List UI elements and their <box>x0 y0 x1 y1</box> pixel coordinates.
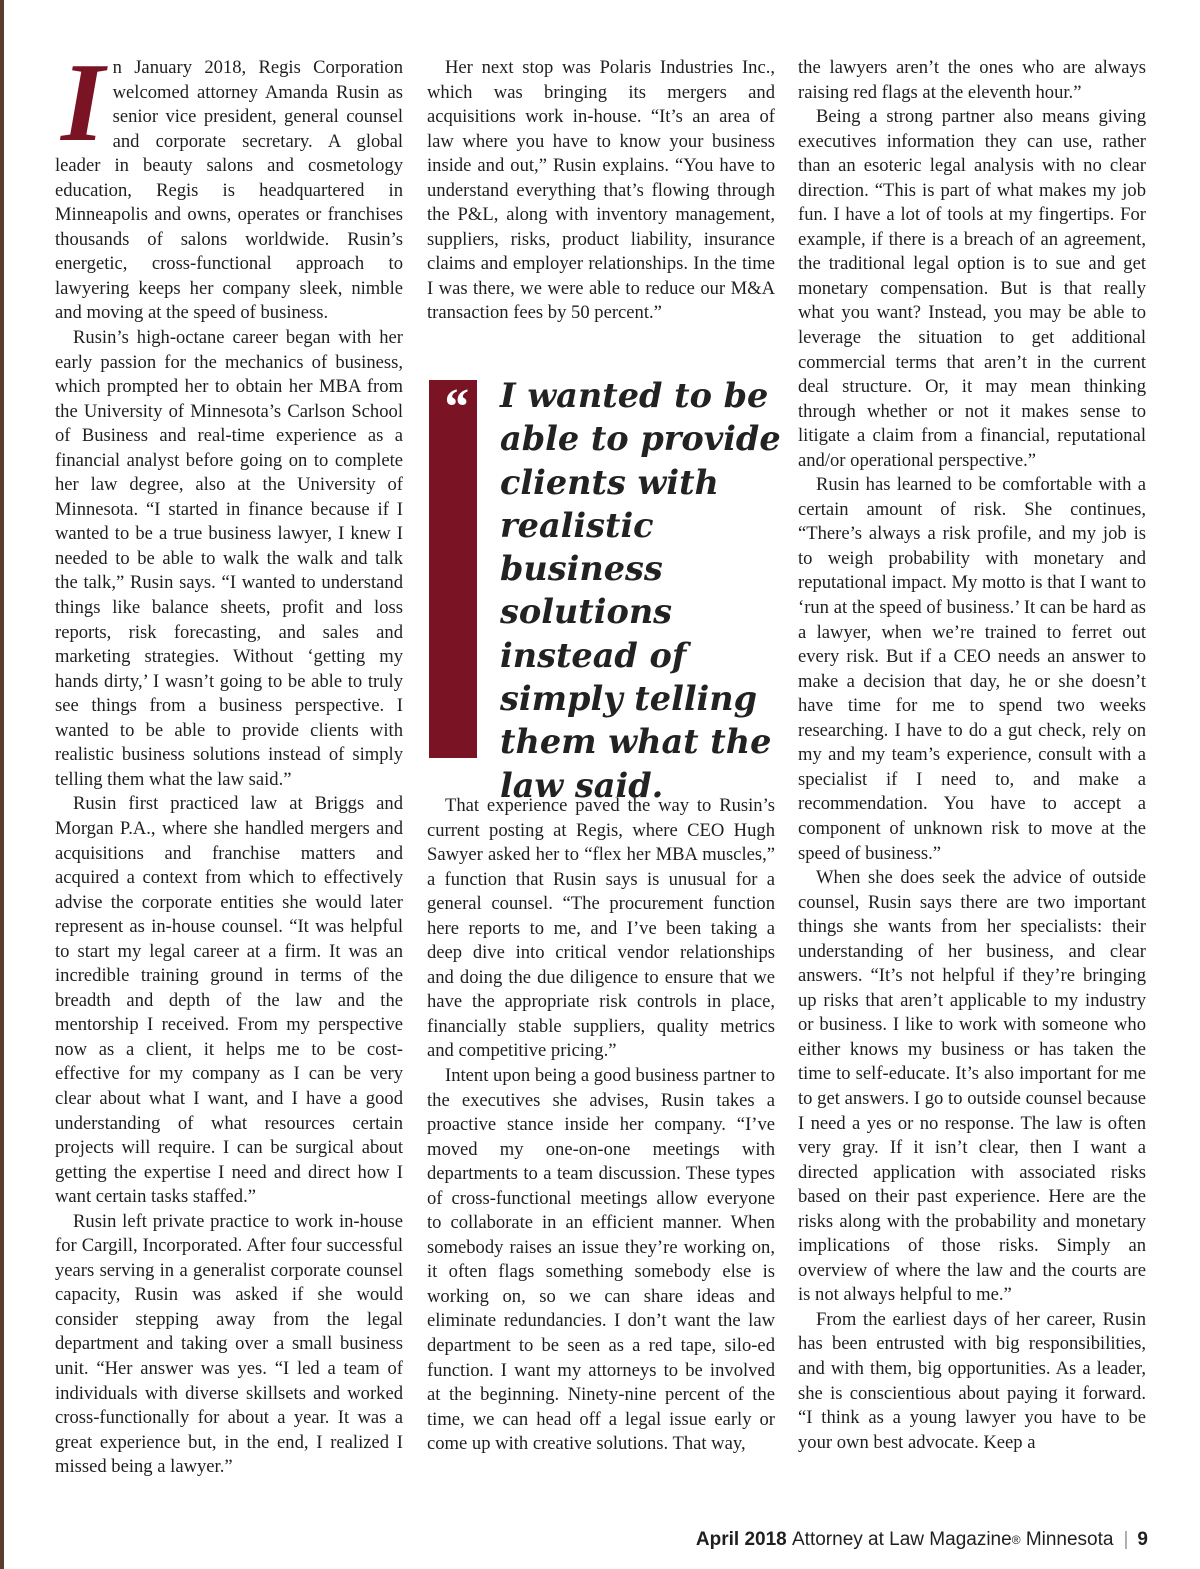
page-edge-bar <box>0 0 4 1569</box>
quote-mark-icon: “ <box>442 379 468 436</box>
article-paragraph: Rusin has learned to be comfortable with a certain amount of risk. She continues, “There’s always a risk profile, and my job is to weigh probability with monetary and reputational impact. My motto is that I want to ‘run at the speed of business.’ It can be hard as a lawyer, when we’re trained to ferret out every risk. But if a CEO needs an answer to make a decision that day, he or she doesn’t have time for me to spend two weeks researching. I have to do a gut check, rely on my and my team’s experience, consult with a specialist if I need to, and make a recommendation. You have to accept a component of unknown risk to move at the speed of business.” <box>798 474 1146 864</box>
article-paragraph: the lawyers aren’t the ones who are always raising red flags at the eleventh hour.” <box>798 57 1146 103</box>
article-paragraph: Rusin’s high-octane career began with her early passion for the mechanics of business, which prompted her to obtain her MBA from the University of Minnesota’s Carlson School of Business and real-time experience as a financial analyst before going on to complete her law degree, also at the University of Minnesota. “I started in finance because if I wanted to be a true business lawyer, I knew I needed to be able to walk the walk and talk the talk,” Rusin says. “I wanted to understand things like balance sheets, profit and loss reports, risk forecasting, and sales and marketing strategies. Without ‘getting my hands dirty,’ I wasn’t going to be able to truly see things from a business perspective. I wanted to be able to provide clients with realistic business solutions instead of simply telling them what the law said.” <box>55 327 403 790</box>
article-paragraph: Intent upon being a good business partner to the executives she advises, Rusin takes a proactive stance inside her company. “I’ve moved my one-on-one meetings with departments to a team discussion. These types of cross-functional meetings allow everyone to collaborate in an efficient manner. When somebody raises an issue they’re working on, it often flags something somebody else is working on, so we can share ideas and eliminate redundancies. I don’t want the law department to be seen as a red tape, silo-ed function. I want my attorneys to be involved at the beginning. Ninety-nine percent of the time, we can head off a legal issue early or come up with creative solutions. That way, <box>427 1065 775 1455</box>
article-paragraph: From the earliest days of her career, Rusin has been entrusted with big responsibilities, and with them, big opportunities. As a leader, she is conscientious about paying it forward. “I think as a young lawyer you have to be your own best advocate. Keep a <box>798 1308 1146 1453</box>
article-column-1 <box>55 41 403 1480</box>
pull-quote <box>427 376 787 805</box>
footer-magazine: Attorney at Law Magazine <box>792 1529 1012 1550</box>
article-paragraph <box>55 41 403 326</box>
footer-issue: April 2018 <box>695 1529 787 1550</box>
pull-quote-bar <box>429 380 477 758</box>
article-paragraph: Rusin left private practice to work in-house for Cargill, Incorporated. After four successful years serving in a generalist corporate counsel capacity, Rusin was asked if she would consider stepping away from the legal department and taking over a small business unit. “Her answer was yes. “I led a team of individuals with diverse skillsets and worked cross-functionally for about a year. It was a great experience but, in the end, I realized I missed being a lawyer.” <box>55 1210 403 1478</box>
article-column-2-top <box>427 56 775 326</box>
article-paragraph: Rusin first practiced law at Briggs and Morgan P.A., where she handled mergers and acquisitions and franchise matters and acquired a context from which to effectively advise the corporate entities she would later represent as in-house counsel. “It was helpful to start my legal career at a firm. It was an incredible training ground in terms of the breadth and depth of the law and the mentorship I received. From my perspective now as a client, it helps me to be cost-effective for my company as I can be very clear about what I want, and I have a good understanding of what resources certain projects will require. I can be surgical about getting the expertise I need and direct how I want certain tasks staffed.” <box>55 793 403 1208</box>
article-column-3 <box>798 56 1146 1455</box>
article-paragraph: Her next stop was Polaris Industries Inc., which was bringing its mergers and acquisitions work in-house. “It’s an area of law where you have to know your business inside and out,” Rusin explains. “You have to understand everything that’s flowing through the P&L, along with inventory management, suppliers, risks, product liability, insurance claims and employer relationships. In the time I was there, we were able to reduce our M&A transaction fees by 50 percent.” <box>427 57 775 324</box>
footer-separator: | <box>1123 1529 1129 1550</box>
pull-quote-text: I wanted to be able to provide clients with realistic business solutions instead of simply telling them what the law said. <box>500 376 781 805</box>
article-column-2-bottom <box>427 794 775 1457</box>
footer-registered: ® <box>1011 1533 1021 1547</box>
article-paragraph: That experience paved the way to Rusin’s current posting at Regis, where CEO Hugh Sawyer asked her to “flex her MBA muscles,” a function that Rusin says is unusual for a general counsel. “The procurement function here reports to me, and I’ve been taking a deep dive into critical vendor relationships and doing the due diligence to ensure that we have the appropriate risk controls in place, financially stable suppliers, quality metrics and competitive pricing.” <box>427 795 775 1062</box>
drop-cap: I <box>61 41 105 165</box>
page-number: 9 <box>1137 1529 1148 1550</box>
article-paragraph: When she does seek the advice of outside counsel, Rusin says there are two important things she wants from her specialists: their understanding of her business, and clear answers. “It’s not helpful if they’re bringing up risks that aren’t applicable to my industry or business. I like to work with someone who either knows my business or has taken the time to self-educate. It’s also important for me to get answers. I go to outside counsel because I need a yes or no response. The law is often very gray. If it isn’t clear, then I want a directed application with associated risks based on their past experience. Here are the risks along with the probability and monetary implications of those risks. Simply an overview of where the law and the courts are is not always helpful to me.” <box>798 867 1146 1306</box>
paragraph-text: n January 2018, Regis Corporation welcomed attorney Amanda Rusin as senior vice president, general counsel and corporate secretary. A global leader in beauty salons and cosmetology education, Regis is headquartered in Minneapolis and owns, operates or franchises thousands of salons worldwide. Rusin’s energetic, cross-functional approach to lawyering keeps her company sleek, nimble and moving at the speed of business. <box>55 57 403 324</box>
article-paragraph: Being a strong partner also means giving executives information they can use, rather than an esoteric legal analysis with no clear direction. “This is part of what makes my job fun. I have a lot of tools at my fingertips. For example, if there is a breach of an agreement, the traditional legal option is to sue and get monetary compensation. But is that really what you want? Instead, you may be able to leverage the situation to get additional commercial terms that aren’t in the current deal structure. Or, it may mean thinking through whether or not it makes sense to litigate a claim from a financial, reputational and/or operational perspective.” <box>798 106 1146 471</box>
page-footer <box>696 1528 1148 1552</box>
footer-region: Minnesota <box>1025 1529 1114 1550</box>
